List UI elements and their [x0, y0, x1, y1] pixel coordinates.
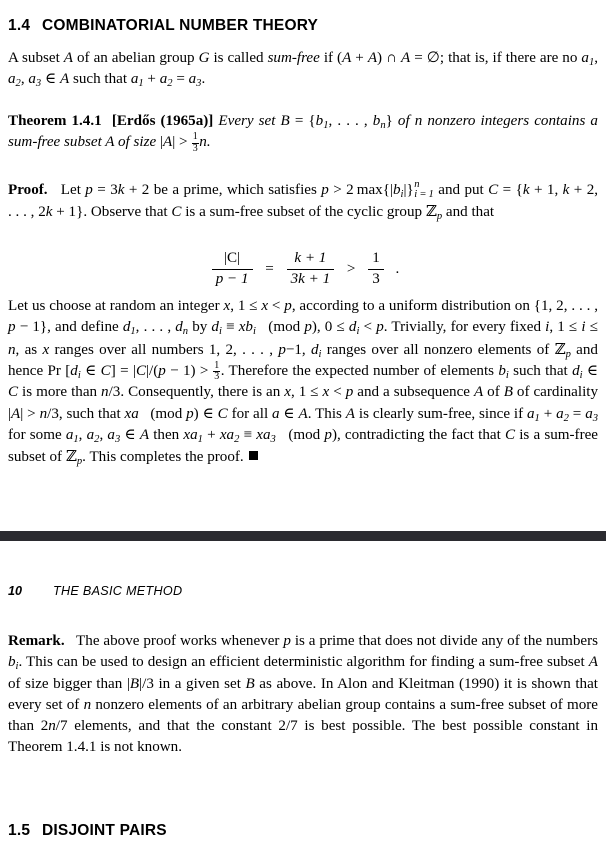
section-title-1-5: DISJOINT PAIRS — [42, 822, 167, 839]
running-header — [8, 584, 182, 598]
section-number-1-5: 1.5 — [8, 822, 31, 839]
page-break-separator — [0, 531, 606, 541]
intro-paragraph: A subset A of an abelian group G is called sum-free if (A + A) ∩ A = ∅; that is, if there are no $a_1$, $a_2$, $a_3$ ∈ A such that $a_1 + a_2 = a_3$. — [8, 50, 598, 90]
page-number: 10 — [8, 584, 23, 598]
equation-punctuation: . — [395, 260, 400, 277]
section-title: COMBINATORIAL NUMBER THEORY — [42, 17, 319, 34]
equation-rhs-numerator: k + 1 — [287, 250, 335, 270]
section-heading-1-5 — [8, 822, 167, 840]
equation-rhs-fraction — [287, 250, 335, 289]
proof-part-one: Proof. Let p = 3k + 2 be a prime, which satisfies p > 2 $\max\{|b_i|\}$ n i = 1 and put C = {k + 1, k + 2, . . . , 2k + 1}. Observe that C is a sum-free subset of the cyclic group ℤ$_p$ and that — [8, 179, 599, 223]
theorem-block — [8, 111, 598, 154]
theorem-label: Theorem 1.4.1 — [8, 113, 102, 129]
equation-lhs-fraction — [212, 250, 253, 289]
proof-label: Proof. — [8, 182, 48, 198]
theorem-attribution: [Erdős (1965a)] — [111, 113, 214, 129]
equation-lhs-numerator: |C| — [212, 250, 253, 270]
remark-label: Remark. — [8, 633, 65, 649]
equation-result-fraction — [368, 250, 384, 289]
qed-box — [249, 451, 258, 460]
equation-relation-1: = — [265, 260, 274, 277]
section-heading-1-4 — [8, 17, 318, 35]
equation-lhs-denominator: p − 1 — [215, 270, 249, 287]
running-header-title: THE BASIC METHOD — [53, 584, 183, 598]
equation-rhs-denominator: 3k + 1 — [290, 270, 331, 287]
theorem-statement: Every set $B = \{b_1$, . . . , $b_n$} of n nonzero integers contains a sum-free subset A of size |A| > $\frac{1}{3}$ n. — [8, 113, 598, 154]
equation-result-numerator: 1 — [368, 250, 384, 270]
section-number: 1.4 — [8, 17, 31, 34]
equation-relation-2: > — [346, 260, 356, 277]
remark-block: Remark. The above proof works whenever p is a prime that does not divide any of the numbers $b_i$. This can be used to design an efficient deterministic algorithm for finding a sum-free subset A of size bigger than |B|/3 in a given set B as above. In Alon and Kleitman (1990) it is shown that every set of n nonzero elements of an arbitrary abelian group contains a sum-free subset of more than 2n/7 elements, and that the constant 2/7 is best possible. The best possible constant in Theorem 1.4.1 is not known. — [8, 633, 599, 756]
displayed-equation — [0, 250, 606, 289]
equation-result-denominator: 3 — [372, 270, 380, 287]
proof-part-two: Let us choose at random an integer x, 1 ≤ x < p, according to a uniform distribution on {1, 2, . . . , p − 1}, and define $d_1$, . . . , $d_n$ by $d_i \equiv xb_i$ (mod p), $0 \le d_i < p$. Trivially, for every fixed i, 1 ≤ i ≤ n, as x ranges over all numbers 1, 2, . . . , p−1, $d_i$ ranges over all nonzero elements of ℤ$_p$ and hence Pr [$d_i$ ∈ C] = |C|/(p − 1) > $\frac{1}{3}$ . Therefore the expected number of elements $b_i$ such that $d_i$ ∈ C is more than n/3. Consequently, there is an x, 1 ≤ x < p and a subsequence A of B of cardinality |A| > n/3, such that xa (mod p) ∈ C for all a ∈ A. This A is clearly sum-free, since if $a_1 + a_2 = a_3$ for some $a_1$, $a_2$, $a_3$ ∈ A then $xa_1 + xa_2 \equiv xa_3$ (mod p), contradicting the fact that C is a sum-free subset of ℤ$_p$. This completes the proof. — [8, 298, 599, 468]
